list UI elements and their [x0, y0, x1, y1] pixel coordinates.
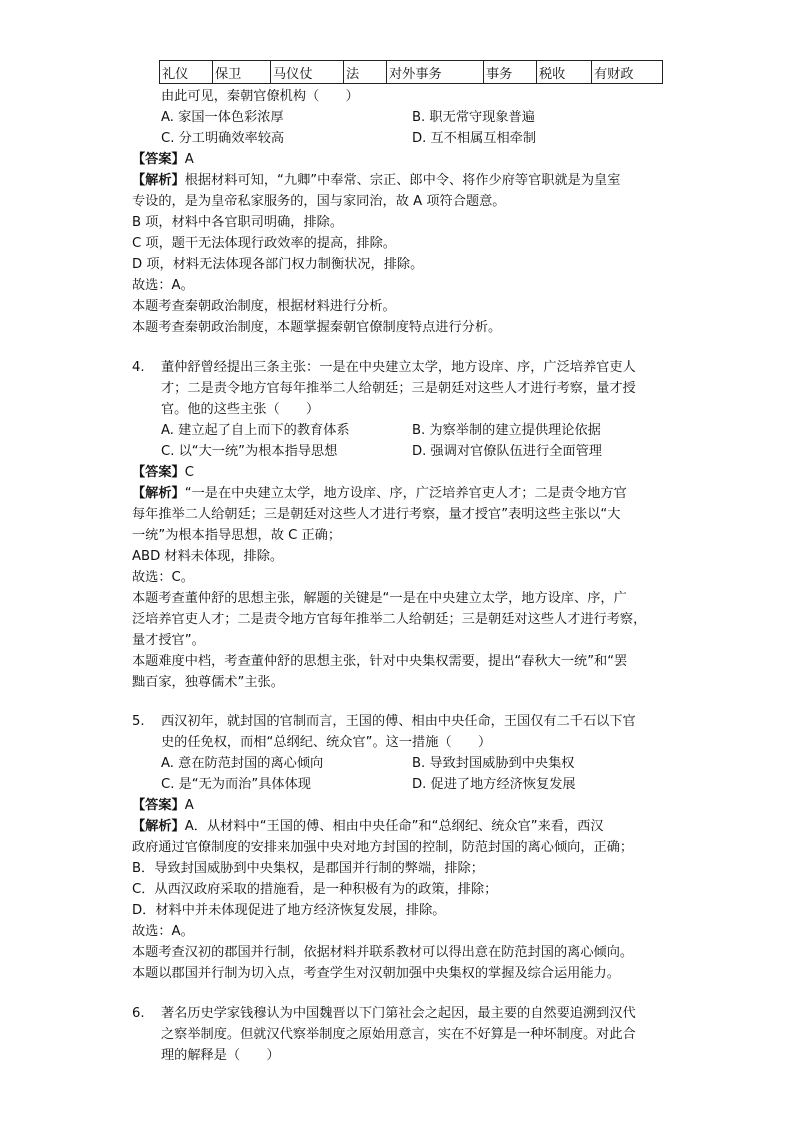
table-cell: 事务 — [484, 61, 537, 84]
option-d: D. 强调对官僚队伍进行全面管理 — [412, 444, 602, 459]
analysis-line: 本题考查董仲舒的思想主张，解题的关键是“一是在中央建立太学，地方设庠、序，广 — [132, 591, 627, 606]
analysis-text: A．从材料中“王国的傅、相由中央任命”和“总纲纪、统众官”来看，西汉 — [184, 819, 604, 834]
option-d: D. 促进了地方经济恢复发展 — [412, 777, 576, 792]
table-row — [160, 61, 663, 84]
option-b: B. 为察举制的建立提供理论依据 — [412, 423, 601, 438]
option-b: B. 职无常守现象普遍 — [412, 110, 535, 125]
analysis-line: 每年推举二人给朝廷；三是朝廷对这些人才进行考察，量才授官”表明这些主张以“大 — [132, 507, 621, 522]
analysis-line: 本题考查汉初的郡国并行制，依据材料并联系教材可以得出意在防范封国的离心倾向。 — [132, 945, 634, 960]
question-stem: 之察举制度。但就汉代察举制度之原始用意言，实在不好算是一种坏制度。对此合 — [161, 1027, 636, 1042]
answer-line — [132, 795, 194, 816]
analysis-line: 本题考查秦朝政治制度，根据材料进行分析。 — [132, 299, 396, 314]
analysis-line: 政府通过官僚制度的安排来加强中央对地方封国的控制，防范封国的离心倾向，正确； — [132, 840, 634, 855]
analysis-line: D 项，材料无法体现各部门权力制衡状况，排除。 — [132, 257, 424, 272]
analysis-line: 本题以郡国并行制为切入点，考查学生对汉朝加强中央集权的掌握及综合运用能力。 — [132, 966, 620, 981]
table-cell: 税收 — [537, 61, 592, 84]
analysis-line: 量才授官”。 — [132, 633, 205, 648]
option-c: C. 以“大一统”为根本指导思想 — [161, 444, 338, 459]
table-cell: 马仪仗 — [271, 61, 344, 84]
question-stem: 史的任免权，而相“总纲纪、统众官”。这一措施（ ） — [161, 735, 492, 750]
analysis-text: “一是在中央建立太学，地方设庠、序，广泛培养官吏人才；二是责令地方官 — [184, 486, 627, 501]
table-cell: 礼仪 — [160, 61, 213, 84]
analysis-line — [132, 816, 604, 837]
question-stem: 西汉初年，就封国的官制而言，王国的傅、相由中央任命，王国仅有二千石以下官 — [161, 714, 636, 729]
answer-tag: 【答案】 — [132, 465, 185, 480]
analysis-line: B．导致封国威胁到中央集权，是郡国并行制的弊端，排除； — [132, 861, 484, 876]
question-stem: 董仲舒曾经提出三条主张：一是在中央建立太学，地方设庠、序，广泛培养官吏人 — [161, 360, 636, 375]
option-a: A. 家国一体色彩浓厚 — [161, 110, 284, 125]
option-a: A. 意在防范封国的离心倾向 — [161, 756, 324, 771]
table-cell: 保卫 — [213, 61, 271, 84]
question-number: 5. — [132, 714, 145, 729]
analysis-line: 本题考查秦朝政治制度，本题掌握秦朝官僚制度特点进行分析。 — [132, 320, 502, 335]
analysis-tag: 【解析】 — [132, 173, 185, 188]
analysis-line: C 项，题干无法体现行政效率的提高，排除。 — [132, 236, 396, 251]
question-number: 4. — [132, 360, 145, 375]
analysis-line: C．从西汉政府采取的措施看，是一种积极有为的政策，排除； — [132, 882, 498, 897]
option-b: B. 导致封国威胁到中央集权 — [412, 756, 575, 771]
answer-value: A — [184, 152, 194, 167]
analysis-line: ABD 材料未体现，排除。 — [132, 549, 284, 564]
answer-line — [132, 149, 194, 170]
analysis-line: B 项，材料中各官职司明确，排除。 — [132, 215, 344, 230]
analysis-line — [132, 483, 627, 504]
analysis-line — [132, 170, 620, 191]
answer-line — [132, 462, 194, 483]
analysis-line: 泛培养官吏人才；二是责令地方官每年推举二人给朝廷；三是朝廷对这些人才进行考察， — [132, 612, 647, 627]
answer-value: C — [184, 465, 194, 480]
table-cell: 对外事务 — [387, 61, 484, 84]
question-stem: 官。他的这些主张（ ） — [161, 402, 320, 417]
answer-tag: 【答案】 — [132, 798, 185, 813]
answer-value: A — [184, 798, 194, 813]
analysis-line: D．材料中并未体现促进了地方经济恢复发展，排除。 — [132, 903, 446, 918]
option-a: A. 建立起了自上而下的教育体系 — [161, 423, 350, 438]
analysis-tag: 【解析】 — [132, 486, 185, 501]
analysis-line: 黜百家，独尊儒术”主张。 — [132, 675, 284, 690]
question-stem: 才；二是责令地方官每年推举二人给朝廷；三是朝廷对这些人才进行考察，量才授 — [161, 381, 636, 396]
question-stem: 著名历史学家钱穆认为中国魏晋以下门第社会之起因，最主要的自然要追溯到汉代 — [161, 1006, 636, 1021]
official-duties-table — [159, 60, 663, 84]
option-c: C. 分工明确效率较高 — [161, 131, 285, 146]
question-stem: 理的解释是（ ） — [161, 1048, 280, 1063]
question-stem: 由此可见，秦朝官僚机构（ ） — [161, 89, 359, 104]
option-d: D. 互不相属互相牵制 — [412, 131, 537, 146]
answer-tag: 【答案】 — [132, 152, 185, 167]
table-cell: 法 — [344, 61, 387, 84]
option-c: C. 是“无为而治”具体体现 — [161, 777, 311, 792]
analysis-line: 故选：A。 — [132, 278, 194, 293]
analysis-tag: 【解析】 — [132, 819, 185, 834]
analysis-line: 故选：A。 — [132, 924, 194, 939]
analysis-line: 本题难度中档，考查董仲舒的思想主张，针对中央集权需要，提出“春秋大一统”和“罢 — [132, 654, 628, 669]
analysis-line: 一统”为根本指导思想，故 C 正确； — [132, 528, 342, 543]
analysis-text: 根据材料可知，“九卿”中奉常、宗正、郎中令、将作少府等官职就是为皇室 — [184, 173, 621, 188]
question-number: 6. — [132, 1006, 145, 1021]
table-cell: 有财政 — [592, 61, 663, 84]
analysis-line: 专设的，是为皇帝私家服务的，国与家同治，故 A 项符合题意。 — [132, 194, 506, 209]
analysis-line: 故选：C。 — [132, 570, 194, 585]
